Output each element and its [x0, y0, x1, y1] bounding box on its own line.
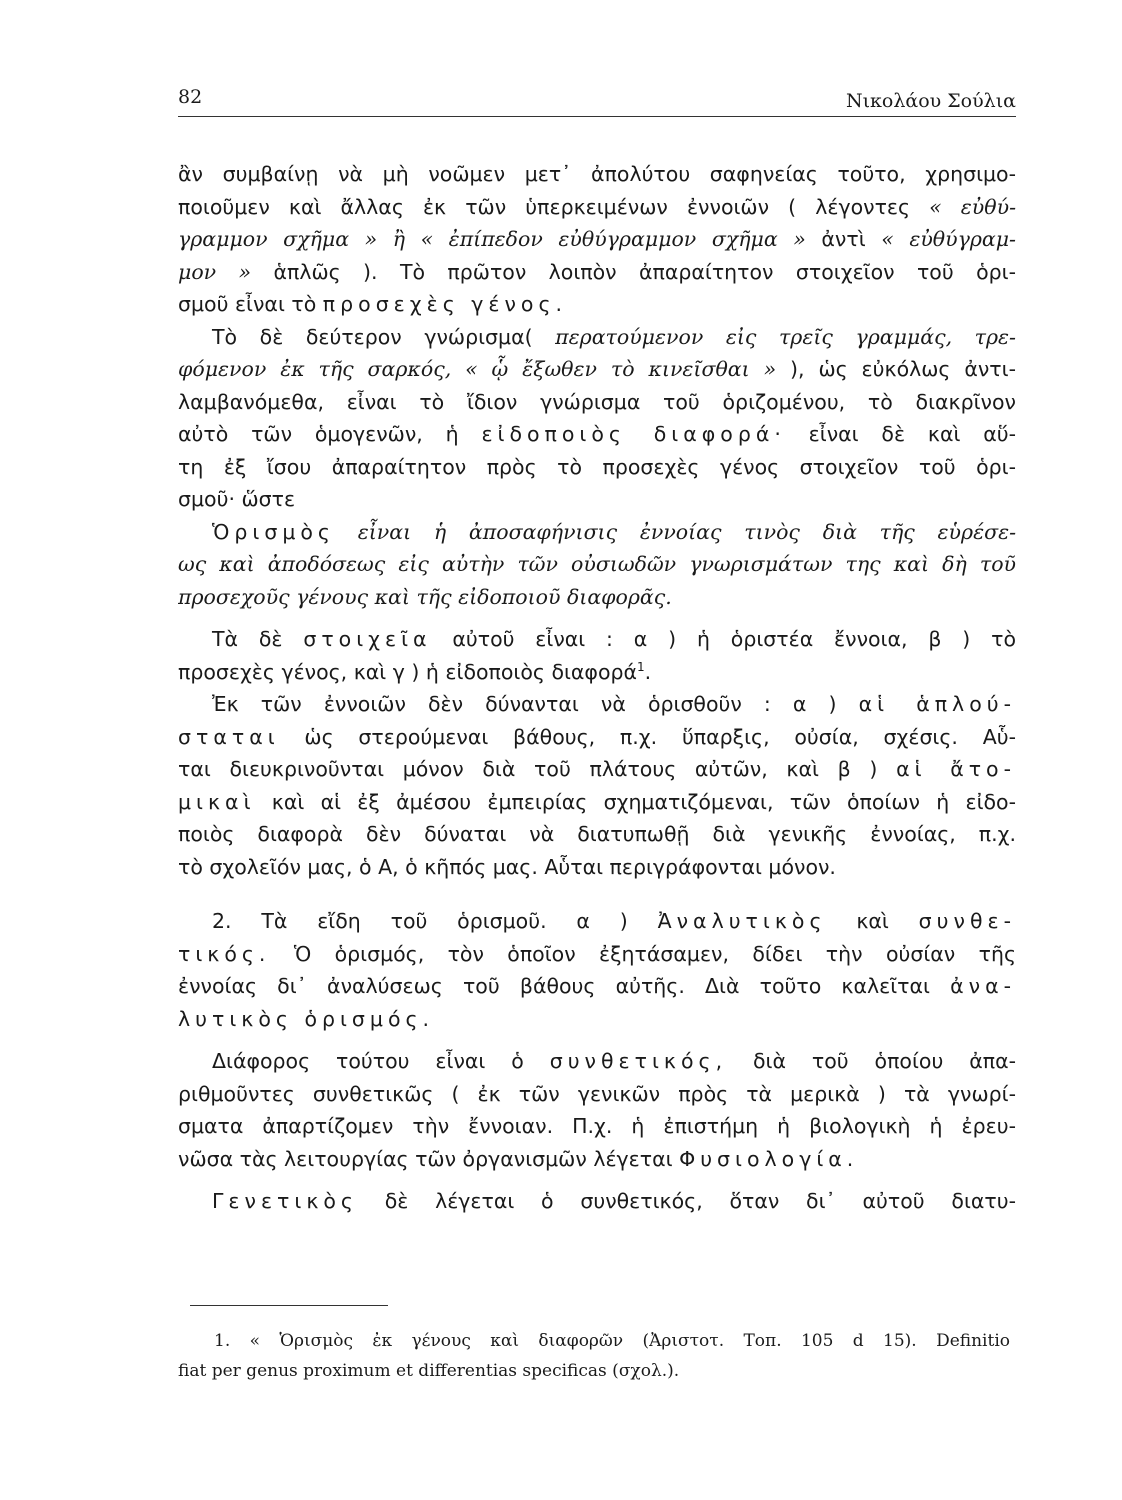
text-line: Τὸ δὲ δεύτερον γνώρισμα( περατούμενον εἰς τρεῖς γραμμάς, τρε- [212, 324, 1016, 349]
text-line: Ἐκ τῶν ἐννοιῶν δὲν δύνανται νὰ ὁρισθοῦν : α ) αἱ ἁπλού- [212, 692, 1016, 716]
text-line: τὸ σχολεῖόν μας, ὁ Α, ὁ κῆπός μας. Αὗται περιγράφονται μόνον. [178, 854, 836, 879]
spaced-term: προσεχὲς γένος. [322, 292, 567, 316]
section-2 [178, 905, 1016, 1035]
text-line: νῶσα τὰς λειτουργίας τῶν ὀργανισμῶν λέγεται Φυσιολογία. [178, 1146, 859, 1171]
spaced-term: λυτικὸς ὁρισμός. [178, 1006, 435, 1031]
text-line: Ὁρισμὸς εἶναι ἡ ἀποσαφήνισις ἐννοίας τινὸς διὰ τῆς εὑρέσε- [212, 519, 1016, 544]
text-line: ποιοῦμεν καὶ ἄλλας ἐκ τῶν ὑπερκειμένων ἐννοιῶν ( λέγοντες « εὐθύ- [178, 194, 1016, 219]
text-line: ἐννοίας δι᾽ ἀναλύσεως τοῦ βάθους αὐτῆς. Διὰ τοῦτο καλεῖται ἀνα- [178, 974, 1016, 998]
text-line: σμοῦ· ὥστε [178, 487, 296, 511]
text-line: γραμμον σχῆμα » ἢ « ἐπίπεδον εὐθύγραμμον σχῆμα » ἀντὶ « εὐθύγραμ- [178, 227, 1016, 251]
page-number: 82 [178, 86, 203, 108]
text-line: μον » ἁπλῶς ). Τὸ πρῶτον λοιπὸν ἀπαραίτητον στοιχεῖον τοῦ ὁρι- [178, 259, 1016, 284]
spaced-term: αἱ ἁπλού- [858, 692, 1016, 716]
text-line: ως καὶ ἀποδόσεως εἰς αὐτὴν τῶν οὐσιωδῶν γνωρισμάτων της καὶ δὴ τοῦ [178, 552, 1016, 576]
footnote-line: fiat per genus proximum et differentias specificas (σχολ.). [178, 1361, 680, 1381]
paragraph-2 [178, 321, 1016, 516]
spaced-term: μικαὶ [178, 789, 256, 814]
text-line: σμοῦ εἶναι τὸ προσεχὲς γένος. [178, 292, 567, 316]
text-line: προσεχοῦς γένους καὶ τῆς εἰδοποιοῦ διαφορᾶς. [178, 584, 672, 609]
text-line: προσεχὲς γένος, καὶ γ ) ἡ εἰδοποιὸς διαφορά$^1$. [178, 659, 652, 684]
paragraph-1 [178, 158, 1016, 321]
text-line: σματα ἀπαρτίζομεν τὴν ἔννοιαν. Π.χ. ἡ ἐπιστήμη ἡ βιολογικὴ ἡ ἐρευ- [178, 1114, 1016, 1138]
text-line: ριθμοῦντες συνθετικῶς ( ἐκ τῶν γενικῶν πρὸς τὰ μερικὰ ) τὰ γνωρί- [178, 1081, 1016, 1106]
footnote [178, 1326, 1010, 1386]
spaced-term: αἱ ἄτο- [896, 757, 1016, 781]
text-line: σταται ὡς στερούμεναι βάθους, π.χ. ὕπαρξις, οὐσία, σχέσις. Αὗ- [178, 724, 1016, 749]
text-line: ἂν συμβαίνῃ νὰ μὴ νοῶμεν μετ᾽ ἀπολύτου σαφηνείας τοῦτο, χρησιμο- [178, 162, 1016, 186]
paragraph-8 [178, 1185, 1016, 1218]
spaced-term: Γενετικὸς [212, 1189, 358, 1213]
spaced-term: Φυσιολογία. [679, 1146, 859, 1171]
spaced-term: στοιχεῖα [303, 627, 432, 651]
spaced-term: Ἀναλυτικὸς [657, 909, 827, 933]
text-line: φόμενον ἐκ τῆς σαρκός, « ᾧ ἔξωθεν τὸ κινεῖσθαι » ), ὡς εὐκόλως ἀντι- [178, 357, 1016, 381]
spaced-term: εἰδοποιὸς διαφορά· [481, 422, 786, 446]
footnote-line: 1. « Ὁρισμὸς ἐκ γένους καὶ διαφορῶν (Ἀριστοτ. Τοπ. 105 d 15). Definitio [214, 1331, 1010, 1351]
footnote-divider [190, 1305, 388, 1306]
section-heading-line: 2. Τὰ εἴδη τοῦ ὁρισμοῦ. α ) Ἀναλυτικὸς καὶ συνθε- [212, 909, 1016, 933]
spaced-term: συνθε- [918, 909, 1016, 933]
main-text [178, 158, 1016, 1218]
text-line: Γενετικὸς δὲ λέγεται ὁ συνθετικός, ὅταν δι᾽ αὐτοῦ διατυ- [212, 1189, 1016, 1213]
text-line: τη ἐξ ἴσου ἀπαραίτητον πρὸς τὸ προσεχὲς γένος στοιχεῖον τοῦ ὁρι- [178, 454, 1016, 479]
text-line: Τὰ δὲ στοιχεῖα αὐτοῦ εἶναι : α ) ἡ ὁριστέα ἔννοια, β ) τὸ [212, 627, 1016, 651]
text-line: τικός. Ὁ ὁρισμός, τὸν ὁποῖον ἐξητάσαμεν, δίδει τὴν οὐσίαν τῆς [178, 941, 1016, 966]
text-line: Διάφορος τούτου εἶναι ὁ συνθετικός, διὰ τοῦ ὁποίου ἀπα- [212, 1049, 1016, 1073]
spaced-term: σταται [178, 724, 280, 749]
text-line: αὐτὸ τῶν ὁμογενῶν, ἡ εἰδοποιὸς διαφορά· εἶναι δὲ καὶ αὕ- [178, 422, 1016, 446]
paragraph-definition [178, 516, 1016, 614]
paragraph-5 [178, 688, 1016, 883]
running-header [178, 86, 1016, 117]
text-line: ποιὸς διαφορὰ δὲν δύναται νὰ διατυπωθῇ διὰ γενικῆς ἐννοίας, π.χ. [178, 822, 1016, 846]
text-line: λαμβανόμεθα, εἶναι τὸ ἴδιον γνώρισμα τοῦ ὁριζομένου, τὸ διακρῖνον [178, 389, 1016, 414]
paragraph-7 [178, 1045, 1016, 1175]
paragraph-4 [178, 623, 1016, 688]
text-line [178, 1003, 1016, 1036]
running-head-author: Νικολάου Σούλια [845, 90, 1016, 112]
text-line: μικαὶ καὶ αἱ ἐξ ἀμέσου ἐμπειρίας σχηματιζόμεναι, τῶν ὁποίων ἡ εἰδο- [178, 789, 1016, 814]
spaced-term: ἀνα- [950, 974, 1016, 998]
spaced-term: τικός. [178, 941, 271, 966]
text-line: ται διευκρινοῦνται μόνον διὰ τοῦ πλάτους αὐτῶν, καὶ β ) αἱ ἄτο- [178, 757, 1016, 781]
spaced-term: συνθετικός, [549, 1049, 728, 1073]
spaced-term: Ὁρισμὸς [212, 519, 335, 544]
footnote-ref[interactable]: 1 [637, 659, 645, 674]
